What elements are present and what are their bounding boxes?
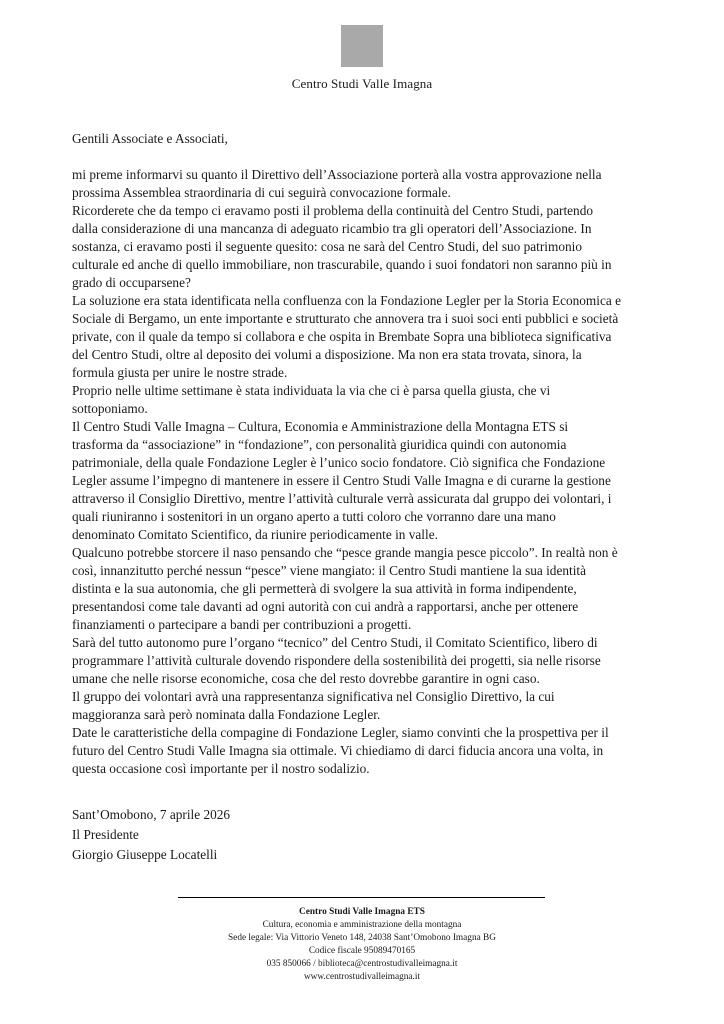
letter-line: private, con il quale da tempo si collabora e che ospita in Brembate Sopra una biblioteca significativa xyxy=(72,329,612,344)
logo-icon xyxy=(341,25,383,67)
footer-address: Sede legale: Via Vittorio Veneto 148, 24038 Sant’Omobono Imagna BG xyxy=(228,933,496,943)
signer-name: Giorgio Giuseppe Locatelli xyxy=(72,847,218,862)
letter-line: finanziamenti o partecipare a bandi per contribuzioni a progetti. xyxy=(72,617,412,632)
letter-line: denominato Comitato Scientifico, da riunire periodicamente in valle. xyxy=(72,527,438,542)
letter-line: Proprio nelle ultime settimane è stata individuata la via che ci è parsa quella giusta, che vi xyxy=(72,383,551,398)
letter-line: questa occasione così importante per il nostro sodalizio. xyxy=(72,761,370,776)
letter-line: Ricorderete che da tempo ci eravamo posti il problema della continuità del Centro Studi, partendo xyxy=(72,203,594,218)
letter-line: formula giusta per unire le nostre strade. xyxy=(72,365,288,380)
footer xyxy=(0,906,724,984)
place-date: Sant’Omobono, 7 aprile 2026 xyxy=(72,807,231,822)
letter-line: prossima Assemblea straordinaria di cui seguirà convocazione formale. xyxy=(72,185,451,200)
letter-line: del Centro Studi, oltre al deposito dei volumi a disposizione. Ma non era stata trovata, sinora, la xyxy=(72,347,582,362)
letter-body xyxy=(72,166,621,778)
org-header-title: Centro Studi Valle Imagna xyxy=(291,76,433,91)
letter-line: Sarà del tutto autonomo pure l’organo “tecnico” del Centro Studi, il Comitato Scientifico, libero di xyxy=(72,635,598,650)
salutation: Gentili Associate e Associati, xyxy=(72,131,228,146)
letter-line: maggioranza sarà però nominata dalla Fondazione Legler. xyxy=(72,707,381,722)
letter-line: sottoponiamo. xyxy=(72,401,148,416)
letter-line: Sociale di Bergamo, un ente importante e strutturato che annovera tra i suoi soci enti pubblici e società xyxy=(72,311,619,326)
footer-divider xyxy=(178,897,545,898)
signature-block xyxy=(72,805,230,865)
letter-line: così, innanzitutto perché nessun “pesce” viene mangiato: il Centro Studi mantiene la sua identità xyxy=(72,563,586,578)
letter-line: quali riuniranno i sostenitori in un organo aperto a tutti coloro che vorranno dare una mano xyxy=(72,509,556,524)
footer-website: www.centrostudivalleimagna.it xyxy=(303,972,421,982)
letter-line: dalla considerazione di una mancanza di adeguato ricambio tra gli operatori dell’Associazione. In xyxy=(72,221,592,236)
letter-line: Qualcuno potrebbe storcere il naso pensando che “pesce grande mangia pesce piccolo”. In realtà non è xyxy=(72,545,618,560)
footer-org-name: Centro Studi Valle Imagna ETS xyxy=(299,907,425,917)
letter-line: Legler assume l’impegno di mantenere in essere il Centro Studi Valle Imagna e di curarne la gestione xyxy=(72,473,611,488)
letter-line: programmare l’attività culturale dovendo rispondere della sostenibilità dei progetti, sia nelle risorse xyxy=(72,653,601,668)
letter-line: Date le caratteristiche della compagine di Fondazione Legler, siamo convinti che la prospettiva per il xyxy=(72,725,609,740)
letter-line: Il gruppo dei volontari avrà una rappresentanza significativa nel Consiglio Direttivo, la cui xyxy=(72,689,555,704)
letter-line: La soluzione era stata identificata nella confluenza con la Fondazione Legler per la Storia Economica e xyxy=(72,293,621,308)
letter-line: trasforma da “associazione” in “fondazione”, con personalità giuridica quindi con autonomia xyxy=(72,437,567,452)
letter-line: attraverso il Consiglio Direttivo, mentre l’attività culturale verrà assicurata dal gruppo dei volontari, i xyxy=(72,491,612,506)
letter-line: umane che nelle risorse economiche, cosa che del resto dovrebbe garantire in ogni caso. xyxy=(72,671,540,686)
letter-line: futuro del Centro Studi Valle Imagna sia ottimale. Vi chiediamo di darci fiducia ancora una volta, in xyxy=(72,743,604,758)
letter-line: culturale ed anche di quello immobiliare, non trascurabile, quando i suoi fondatori non saranno più in xyxy=(72,257,612,272)
signer-role: Il Presidente xyxy=(72,827,139,842)
footer-tax-code: Codice fiscale 95089470165 xyxy=(308,946,416,956)
letter-line: distinta e la sua autonomia, che gli permetterà di svolgere la sua attività in forma indipendente, xyxy=(72,581,577,596)
letter-line: presentandosi come tale davanti ad ogni autorità con cui andrà a rapportarsi, anche per ottenere xyxy=(72,599,579,614)
letter-line: patrimoniale, della quale Fondazione Legler è l’unico socio fondatore. Ciò significa che Fondazione xyxy=(72,455,606,470)
letter-line: sostanza, ci eravamo posti il seguente quesito: cosa ne sarà del Centro Studi, del suo patrimonio xyxy=(72,239,582,254)
footer-subtitle: Cultura, economia e amministrazione della montagna xyxy=(262,920,462,930)
letter-line: grado di occuparsene? xyxy=(72,275,191,290)
letter-line: mi preme informarvi su quanto il Direttivo dell’Associazione porterà alla vostra approvazione nella xyxy=(72,167,602,182)
footer-contacts: 035 850066 / biblioteca@centrostudivalleimagna.it xyxy=(266,959,458,969)
letter-line: Il Centro Studi Valle Imagna – Cultura, Economia e Amministrazione della Montagna ETS si xyxy=(72,419,569,434)
